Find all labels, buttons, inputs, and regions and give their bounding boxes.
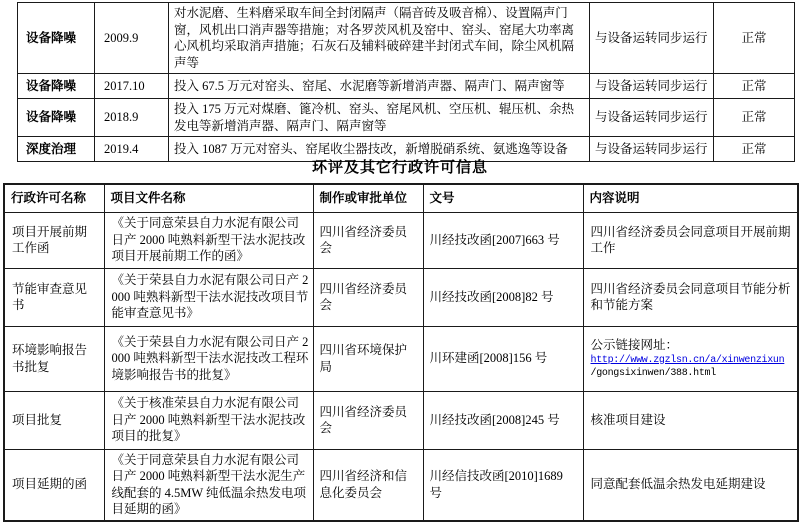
- header-document-number: 文号: [423, 184, 583, 212]
- header-document-name: 项目文件名称: [104, 184, 313, 212]
- permit-agency-cell: 四川省经济委员会: [313, 268, 423, 326]
- permit-document-cell: 《关于核准荣县自力水泥有限公司日产 2000 吨熟料新型干法水泥技改项目的批复》: [104, 391, 313, 449]
- table-row: [4, 391, 798, 449]
- noise-status-cell: 正常: [714, 74, 795, 99]
- permit-name-cell: 节能审查意见书: [4, 268, 104, 326]
- permit-name-cell: 环境影响报告书批复: [4, 326, 104, 391]
- noise-status-cell: 正常: [714, 137, 795, 162]
- noise-control-table: [17, 2, 795, 162]
- table-row: [4, 449, 798, 521]
- table-header-row: [4, 184, 798, 212]
- permit-agency-cell: 四川省环境保护局: [313, 326, 423, 391]
- noise-status-cell: 正常: [714, 3, 795, 74]
- permit-table: [3, 183, 799, 522]
- header-description: 内容说明: [583, 184, 798, 212]
- permit-agency-cell: 四川省经济委员会: [313, 391, 423, 449]
- permit-number-cell: 川环建函[2008]156 号: [423, 326, 583, 391]
- permit-document-cell: 《关于同意荣县自力水泥有限公司日产 2000 吨熟料新型干法水泥技改项目开展前期工作的函》: [104, 212, 313, 268]
- noise-status-cell: 正常: [714, 99, 795, 137]
- noise-date-cell: 2009.9: [95, 3, 169, 74]
- permit-name-cell: 项目批复: [4, 391, 104, 449]
- noise-operation-cell: 与设备运转同步运行: [590, 3, 714, 74]
- noise-measures-cell: 对水泥磨、生料磨采取车间全封闭隔声（隔音砖及吸音棉）、设置隔声门窗，风机出口消声器等措施；对各罗茨风机及窑中、窑头、窑尾大功率离心风机均采取消声措施；石灰石及辅料破碎建半封闭式车间，除尘风机隔声等: [169, 3, 590, 74]
- permit-name-cell: 项目延期的函: [4, 449, 104, 521]
- table-row: [18, 99, 795, 137]
- permit-number-cell: 川经技改函[2007]663 号: [423, 212, 583, 268]
- header-permit-name: 行政许可名称: [4, 184, 104, 212]
- permit-description-cell: 同意配套低温余热发电延期建设: [583, 449, 798, 521]
- noise-measures-cell: 投入 1087 万元对窑头、窑尾收尘器技改，新增脱硝系统、氨逃逸等设备: [169, 137, 590, 162]
- disclosure-link[interactable]: http://www.zgzlsn.cn/a/xinwenzixun: [590, 354, 785, 366]
- noise-operation-cell: 与设备运转同步运行: [590, 74, 714, 99]
- noise-operation-cell: 与设备运转同步运行: [590, 99, 714, 137]
- noise-date-cell: 2017.10: [95, 74, 169, 99]
- permit-number-cell: 川经信技改函[2010]1689 号: [423, 449, 583, 521]
- permit-agency-cell: 四川省经济和信息化委员会: [313, 449, 423, 521]
- permit-name-cell: 项目开展前期工作函: [4, 212, 104, 268]
- permit-document-cell: 《关于同意荣县自力水泥有限公司日产 2000 吨熟料新型干法水泥生产线配套的 4.5MW 纯低温余热发电项目延期的函》: [104, 449, 313, 521]
- noise-category-cell: 设备降噪: [18, 99, 95, 137]
- permit-description-cell: 核准项目建设: [583, 391, 798, 449]
- permit-description-cell: [583, 326, 798, 391]
- noise-category-cell: 深度治理: [18, 137, 95, 162]
- permit-description-cell: 四川省经济委员会同意项目开展前期工作: [583, 212, 798, 268]
- table-row: [4, 268, 798, 326]
- noise-operation-cell: 与设备运转同步运行: [590, 137, 714, 162]
- header-agency: 制作或审批单位: [313, 184, 423, 212]
- table-row: [4, 212, 798, 268]
- table-row: [4, 326, 798, 391]
- noise-category-cell: 设备降噪: [18, 3, 95, 74]
- permit-number-cell: 川经技改函[2008]82 号: [423, 268, 583, 326]
- noise-measures-cell: 投入 67.5 万元对窑头、窑尾、水泥磨等新增消声器、隔声门、隔声窗等: [169, 74, 590, 99]
- permit-agency-cell: 四川省经济委员会: [313, 212, 423, 268]
- permit-document-cell: 《关于荣县自力水泥有限公司日产 2000 吨熟料新型干法水泥技改工程环境影响报告书的批复》: [104, 326, 313, 391]
- table-row: [18, 3, 795, 74]
- noise-date-cell: 2019.4: [95, 137, 169, 162]
- disclosure-link-label: 公示链接网址：: [590, 338, 679, 353]
- permit-document-cell: 《关于荣县自力水泥有限公司日产 2000 吨熟料新型干法水泥技改项目节能审查意见书》: [104, 268, 313, 326]
- noise-measures-cell: 投入 175 万元对煤磨、篦冷机、窑头、窑尾风机、空压机、辊压机、余热发电等新增消声器、隔声门、隔声窗等: [169, 99, 590, 137]
- noise-category-cell: 设备降噪: [18, 74, 95, 99]
- section-title: 环评及其它行政许可信息: [311, 160, 488, 176]
- permit-number-cell: 川经技改函[2008]245 号: [423, 391, 583, 449]
- permit-description-cell: 四川省经济委员会同意项目节能分析和节能方案: [583, 268, 798, 326]
- noise-date-cell: 2018.9: [95, 99, 169, 137]
- table-row: [18, 74, 795, 99]
- disclosure-link-tail: /gongsixinwen/388.html: [590, 367, 716, 379]
